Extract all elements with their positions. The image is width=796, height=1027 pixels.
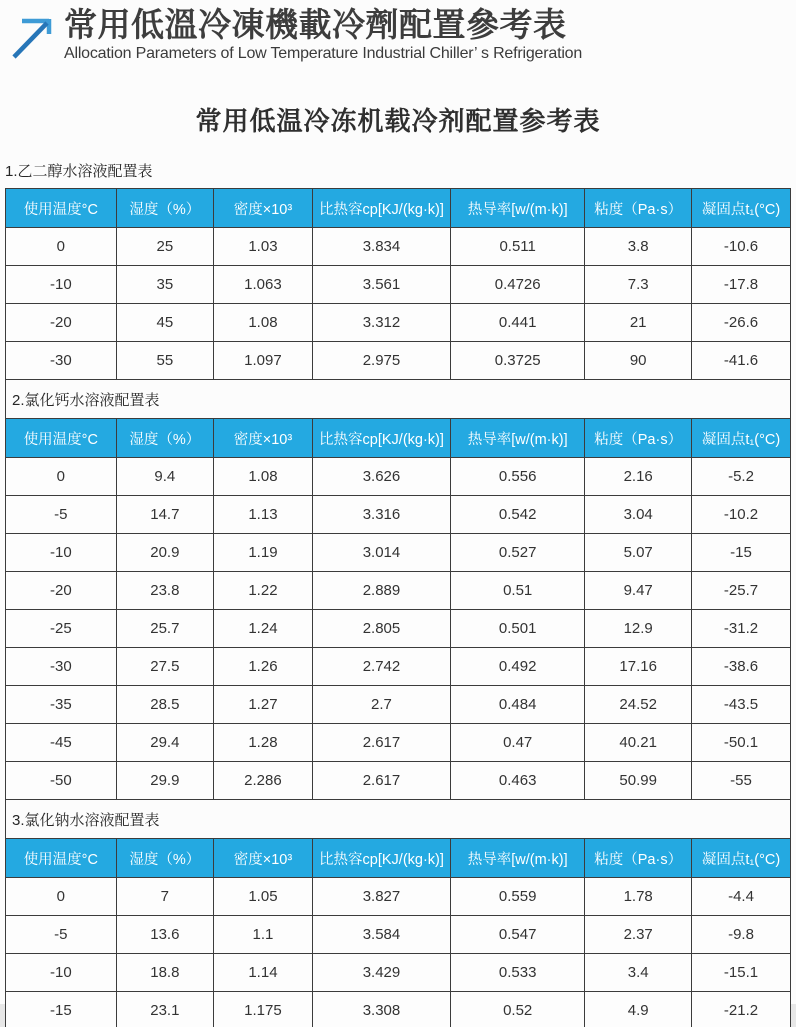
table-row (6, 228, 791, 266)
table-row (6, 534, 791, 572)
table-cell: 2.617 (312, 724, 450, 762)
table-cell: 17.16 (585, 648, 692, 686)
table-cell: 1.14 (214, 954, 313, 992)
column-header-4: 比热容cp[KJ/(kg·k)] (312, 189, 450, 228)
table-cell: 23.1 (116, 992, 213, 1027)
table-row (6, 610, 791, 648)
column-header-5: 热导率[w/(m·k)] (451, 839, 585, 878)
table-cell: -41.6 (692, 342, 791, 380)
table-cell: -5.2 (692, 458, 791, 496)
table-cell: 2.617 (312, 762, 450, 800)
table-cell: 0.47 (451, 724, 585, 762)
table-cell: 13.6 (116, 916, 213, 954)
table-cell: 28.5 (116, 686, 213, 724)
table-cell: 0.559 (451, 878, 585, 916)
column-header-7: 凝固点t₁(°C) (692, 419, 791, 458)
column-header-1: 使用温度°C (6, 839, 117, 878)
table-cell: 2.889 (312, 572, 450, 610)
table-cell: 12.9 (585, 610, 692, 648)
table-cell: -15 (6, 992, 117, 1027)
brand-text (64, 8, 582, 63)
table-row (6, 572, 791, 610)
table-row (6, 304, 791, 342)
table-row (6, 458, 791, 496)
table-cell: 1.063 (214, 266, 313, 304)
table-cell: 2.16 (585, 458, 692, 496)
table-cell: 0.484 (451, 686, 585, 724)
column-header-3: 密度×10³ (214, 839, 313, 878)
table-cell: -43.5 (692, 686, 791, 724)
column-header-1: 使用温度°C (6, 419, 117, 458)
table-cell: 27.5 (116, 648, 213, 686)
data-table-3 (5, 838, 791, 1027)
table-cell: 2.805 (312, 610, 450, 648)
table-cell: 3.308 (312, 992, 450, 1027)
table-cell: 2.975 (312, 342, 450, 380)
table-cell: -35 (6, 686, 117, 724)
column-header-5: 热导率[w/(m·k)] (451, 419, 585, 458)
table-cell: 3.626 (312, 458, 450, 496)
section-label-2: 2.氯化钙水溶液配置表 (5, 380, 791, 418)
table-cell: -30 (6, 648, 117, 686)
table-cell: -30 (6, 342, 117, 380)
table-cell: -5 (6, 916, 117, 954)
table-cell: -9.8 (692, 916, 791, 954)
table-cell: 3.584 (312, 916, 450, 954)
column-header-1: 使用温度°C (6, 189, 117, 228)
table-cell: 1.1 (214, 916, 313, 954)
table-cell: 3.561 (312, 266, 450, 304)
table-cell: 1.08 (214, 304, 313, 342)
table-row (6, 342, 791, 380)
table-cell: 3.312 (312, 304, 450, 342)
column-header-3: 密度×10³ (214, 419, 313, 458)
table-cell: 7.3 (585, 266, 692, 304)
table-cell: 23.8 (116, 572, 213, 610)
table-cell: 40.21 (585, 724, 692, 762)
column-header-4: 比热容cp[KJ/(kg·k)] (312, 839, 450, 878)
table-cell: -17.8 (692, 266, 791, 304)
table-row (6, 266, 791, 304)
table-cell: 0.441 (451, 304, 585, 342)
table-cell: -5 (6, 496, 117, 534)
table-cell: 1.097 (214, 342, 313, 380)
table-cell: 4.9 (585, 992, 692, 1027)
brand-header (0, 0, 796, 65)
table-cell: 25.7 (116, 610, 213, 648)
table-cell: 3.04 (585, 496, 692, 534)
table-cell: -21.2 (692, 992, 791, 1027)
table-cell: -10 (6, 954, 117, 992)
column-header-6: 粘度（Pa·s） (585, 189, 692, 228)
table-cell: 2.37 (585, 916, 692, 954)
table-row (6, 992, 791, 1027)
column-header-2: 湿度（%） (116, 189, 213, 228)
table-cell: -50.1 (692, 724, 791, 762)
table-cell: 50.99 (585, 762, 692, 800)
column-header-2: 湿度（%） (116, 839, 213, 878)
table-cell: 9.4 (116, 458, 213, 496)
table-cell: -15.1 (692, 954, 791, 992)
table-cell: 3.827 (312, 878, 450, 916)
table-cell: 24.52 (585, 686, 692, 724)
table-cell: 90 (585, 342, 692, 380)
table-row (6, 724, 791, 762)
table-cell: -25.7 (692, 572, 791, 610)
table-cell: 0.511 (451, 228, 585, 266)
table-cell: 1.175 (214, 992, 313, 1027)
table-cell: 1.22 (214, 572, 313, 610)
table-cell: 3.316 (312, 496, 450, 534)
table-cell: 2.742 (312, 648, 450, 686)
column-header-2: 湿度（%） (116, 419, 213, 458)
data-table-1 (5, 188, 791, 380)
table-row (6, 648, 791, 686)
table-cell: 0.533 (451, 954, 585, 992)
section-label-1: 1.乙二醇水溶液配置表 (5, 163, 153, 180)
table-cell: 14.7 (116, 496, 213, 534)
table-cell: 0.501 (451, 610, 585, 648)
table-row (6, 916, 791, 954)
table-cell: 18.8 (116, 954, 213, 992)
table-cell: 0.51 (451, 572, 585, 610)
table-cell: -20 (6, 304, 117, 342)
table-cell: 0.463 (451, 762, 585, 800)
table-cell: 3.834 (312, 228, 450, 266)
column-header-4: 比热容cp[KJ/(kg·k)] (312, 419, 450, 458)
table-cell: -10.6 (692, 228, 791, 266)
table-cell: 20.9 (116, 534, 213, 572)
table-cell: 2.286 (214, 762, 313, 800)
column-header-5: 热导率[w/(m·k)] (451, 189, 585, 228)
table-cell: 0.542 (451, 496, 585, 534)
table-cell: -26.6 (692, 304, 791, 342)
table-cell: -55 (692, 762, 791, 800)
table-cell: 3.429 (312, 954, 450, 992)
table-cell: 0 (6, 878, 117, 916)
table-row (6, 954, 791, 992)
table-cell: 1.08 (214, 458, 313, 496)
table-cell: -38.6 (692, 648, 791, 686)
table-cell: -45 (6, 724, 117, 762)
table-row (6, 878, 791, 916)
brand-title: 常用低溫冷凍機載冷劑配置參考表 (64, 6, 567, 43)
table-cell: 25 (116, 228, 213, 266)
table-cell: 3.4 (585, 954, 692, 992)
column-header-6: 粘度（Pa·s） (585, 839, 692, 878)
table-cell: 1.27 (214, 686, 313, 724)
table-cell: 1.26 (214, 648, 313, 686)
table-cell: -25 (6, 610, 117, 648)
table-cell: 0 (6, 458, 117, 496)
table-cell: 0.52 (451, 992, 585, 1027)
table-cell: 7 (116, 878, 213, 916)
table-row (6, 496, 791, 534)
section-label-3: 3.氯化钠水溶液配置表 (5, 800, 791, 838)
brand-subtitle: Allocation Parameters of Low Temperature Industrial Chiller’ s Refrigeration (64, 44, 583, 62)
table-cell: 35 (116, 266, 213, 304)
page-title: 常用低温冷冻机载冷剂配置参考表 (195, 106, 601, 136)
table-cell: -15 (692, 534, 791, 572)
table-row (6, 762, 791, 800)
table-cell: 3.014 (312, 534, 450, 572)
column-header-7: 凝固点t₁(°C) (692, 839, 791, 878)
table-cell: 9.47 (585, 572, 692, 610)
table-cell: 55 (116, 342, 213, 380)
table-cell: -31.2 (692, 610, 791, 648)
table-cell: 0 (6, 228, 117, 266)
column-header-7: 凝固点t₁(°C) (692, 189, 791, 228)
table-cell: 21 (585, 304, 692, 342)
table-cell: 0.3725 (451, 342, 585, 380)
table-cell: 1.13 (214, 496, 313, 534)
table-cell: 5.07 (585, 534, 692, 572)
table-cell: -4.4 (692, 878, 791, 916)
table-cell: -50 (6, 762, 117, 800)
table-cell: 29.9 (116, 762, 213, 800)
arrow-up-right-icon (8, 12, 54, 65)
table-cell: 0.4726 (451, 266, 585, 304)
header-row (6, 419, 791, 458)
table-cell: -10.2 (692, 496, 791, 534)
table-cell: 2.7 (312, 686, 450, 724)
table-cell: 1.03 (214, 228, 313, 266)
table-cell: -10 (6, 534, 117, 572)
column-header-6: 粘度（Pa·s） (585, 419, 692, 458)
table-cell: 1.28 (214, 724, 313, 762)
table-cell: -10 (6, 266, 117, 304)
table-cell: 0.527 (451, 534, 585, 572)
header-row (6, 839, 791, 878)
tables-container (5, 188, 791, 1027)
table-cell: 1.24 (214, 610, 313, 648)
table-cell: 1.05 (214, 878, 313, 916)
table-cell: 0.547 (451, 916, 585, 954)
table-row (6, 686, 791, 724)
table-cell: 3.8 (585, 228, 692, 266)
header-row (6, 189, 791, 228)
table-cell: 45 (116, 304, 213, 342)
table-cell: 0.556 (451, 458, 585, 496)
column-header-3: 密度×10³ (214, 189, 313, 228)
table-cell: 1.19 (214, 534, 313, 572)
table-cell: -20 (6, 572, 117, 610)
table-cell: 1.78 (585, 878, 692, 916)
table-cell: 0.492 (451, 648, 585, 686)
table-cell: 29.4 (116, 724, 213, 762)
data-table-2 (5, 418, 791, 800)
